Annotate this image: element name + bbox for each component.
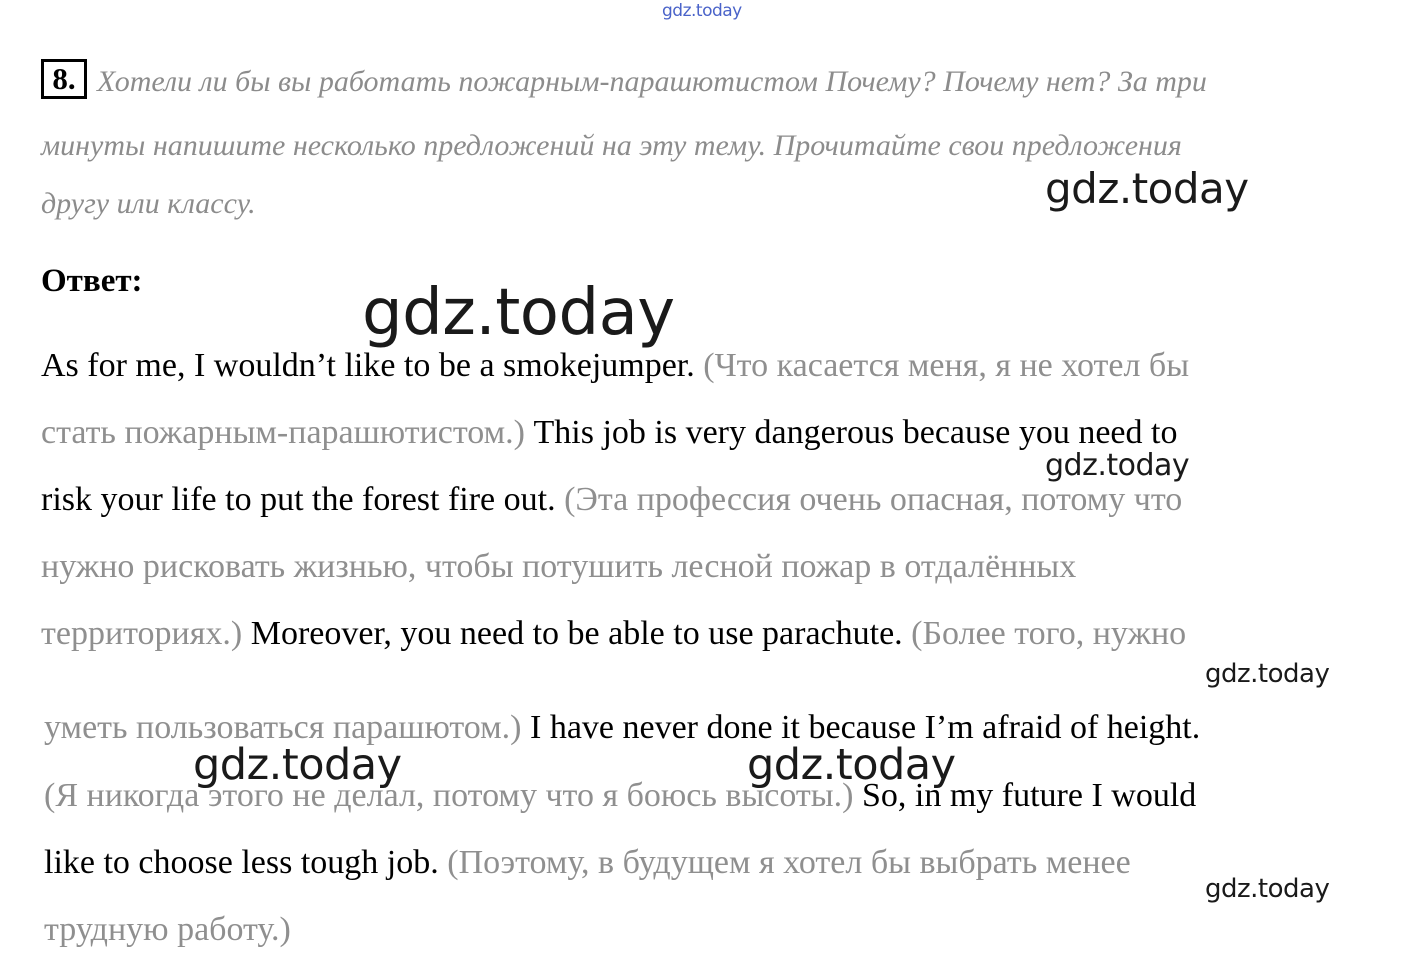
answer-segment-ru: трудную работу.)	[44, 911, 291, 948]
answer-segment-en: like to choose less tough job.	[44, 844, 448, 881]
watermark: gdz.today	[193, 740, 402, 790]
watermark-top: gdz.today	[662, 1, 742, 21]
answer-segment-en: Moreover, you need to be able to use parachute.	[250, 615, 912, 652]
answer-segment-ru: (Более того, нужно	[911, 615, 1187, 652]
answer-segment-en: This job is very dangerous because you need to	[533, 414, 1178, 451]
answer-segment-ru: (Я никогда этого не делал, потому что я боюсь высоты.)	[44, 777, 862, 814]
watermark: gdz.today	[747, 740, 956, 790]
answer-segment-en: As for me, I wouldn’t like to be a smokejumper.	[41, 347, 704, 384]
answer-heading: Ответ:	[41, 263, 143, 299]
answer-segment-ru: (Что касается меня, я не хотел бы	[703, 347, 1190, 384]
answer-line-4	[41, 550, 1076, 584]
task-text-line-3: другу или классу.	[41, 187, 256, 220]
task-number-badge: 8.	[41, 59, 87, 99]
answer-segment-ru: (Эта профессия очень опасная, потому что	[564, 481, 1183, 518]
task-text-line-2: минуты напишите несколько предложений на эту тему. Прочитайте свои предложения	[41, 129, 1182, 162]
answer-line-9	[44, 913, 291, 947]
answer-segment-ru: территориях.)	[41, 615, 251, 652]
watermark: gdz.today	[1205, 874, 1330, 904]
answer-segment-en: risk your life to put the forest fire out.	[41, 481, 565, 518]
answer-segment-ru: стать пожарным-парашютистом.)	[41, 414, 534, 451]
answer-line-5	[41, 617, 1186, 651]
answer-line-1	[41, 349, 1189, 383]
answer-line-2	[41, 416, 1177, 450]
watermark: gdz.today	[1205, 659, 1330, 689]
watermark: gdz.today	[1045, 448, 1190, 483]
answer-segment-en: I have never done it because I’m afraid of height.	[530, 709, 1201, 746]
answer-segment-ru: (Поэтому, в будущем я хотел бы выбрать менее	[447, 844, 1131, 881]
watermark: gdz.today	[362, 276, 675, 350]
answer-segment-ru: нужно рисковать жизнью, чтобы потушить лесной пожар в отдалённых	[41, 548, 1077, 585]
watermark: gdz.today	[1045, 164, 1249, 213]
answer-line-8	[44, 846, 1131, 880]
answer-segment-ru: уметь пользоваться парашютом.)	[44, 709, 530, 746]
answer-line-3	[41, 483, 1182, 517]
task-text-line-1: Хотели ли бы вы работать пожарным-парашютистом Почему? Почему нет? За три	[97, 65, 1207, 98]
answer-segment-en: So, in my future I would	[861, 777, 1197, 814]
